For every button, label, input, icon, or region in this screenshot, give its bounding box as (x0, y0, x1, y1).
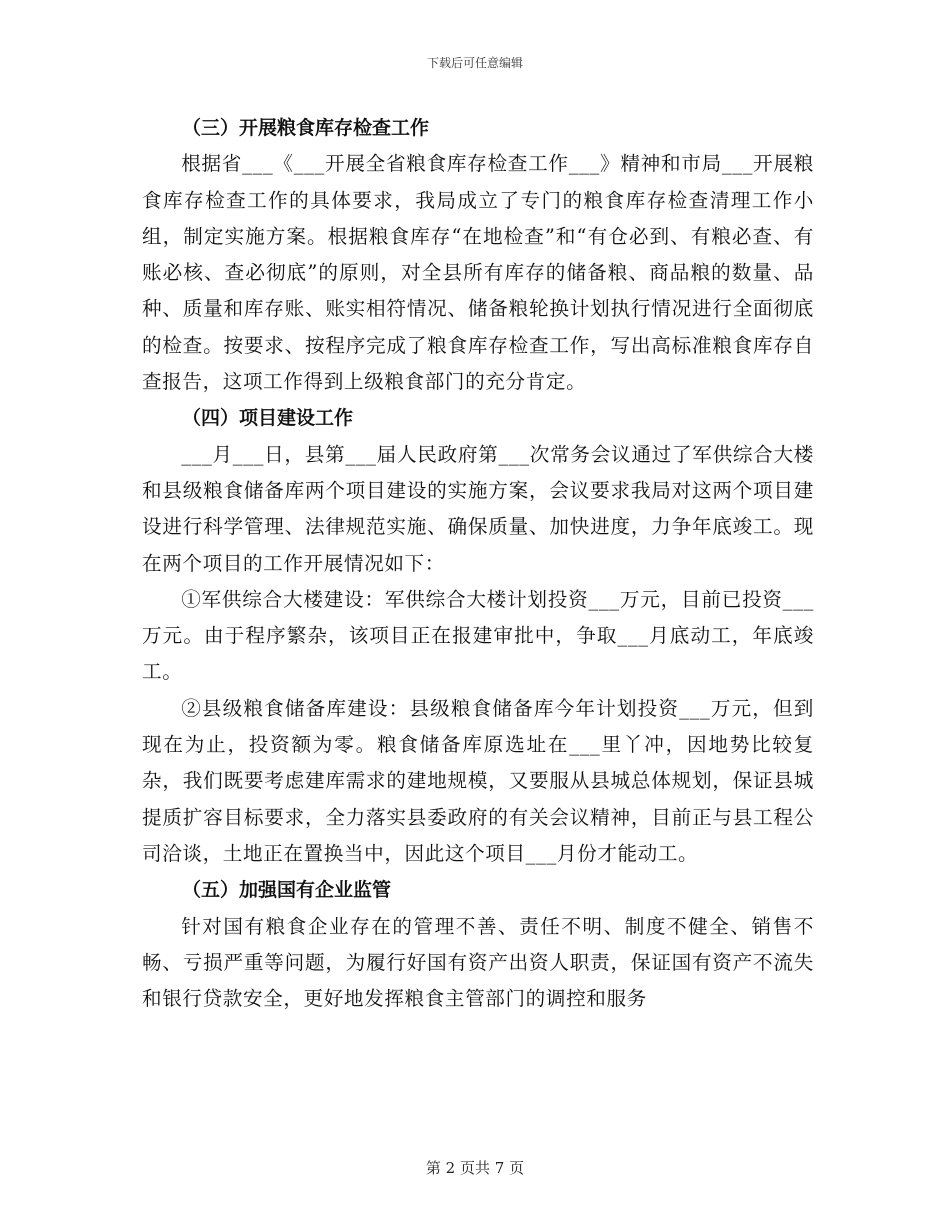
header-note: 下载后可任意编辑 (426, 56, 523, 70)
page-number: 第 2 页共 7 页 (425, 1159, 525, 1177)
section-4-paragraph-3: ②县级粮食储备库建设：县级粮食储备库今年计划投资___万元，但到现在为止，投资额为零。粮食储备库原选址在___里丫冲，因地势比较复杂，我们既要考虑建库需求的建地规模，又要服从县城总体规划，保证县城提质扩容目标要求，全力落实县委政府的有关会议精神，目前正与县工程公司洽谈，土地正在置换当中，因此这个项目___月份才能动工。 (142, 696, 814, 865)
section-heading-3: （三）开展粮食库存检查工作 (182, 117, 430, 139)
section-4-paragraph-1: ___月___日，县第___届人民政府第___次常务会议通过了军供综合大楼和县级粮食储备库两个项目建设的实施方案，会议要求我局对这两个项目建设进行科学管理、法律规范实施、确保质量、加快进度，力争年底竣工。现在两个项目的工作开展情况如下： (142, 442, 814, 575)
document-body (142, 110, 814, 1017)
section-3-paragraph-1: 根据省___《___开展全省粮食库存检查工作___》精神和市局___开展粮食库存检查工作的具体要求，我局成立了专门的粮食库存检查清理工作小组，制定实施方案。根据粮食库存“在地检查”和“有仓必到、有粮必查、有账必核、查必彻底”的原则，对全县所有库存的储备粮、商品粮的数量、品种、质量和库存账、账实相符情况、储备粮轮换计划执行情况进行全面彻底的检查。按要求、按程序完成了粮食库存检查工作，写出高标准粮食库存自查报告，这项工作得到上级粮食部门的充分肯定。 (142, 152, 814, 394)
section-heading-5: （五）加强国有企业监管 (182, 879, 392, 902)
section-heading-4: （四）项目建设工作 (182, 407, 354, 430)
section-5-paragraph-1: 针对国有粮食企业存在的管理不善、责任不明、制度不健全、销售不畅、亏损严重等问题，为履行好国有资产出资人职责，保证国有资产不流失和银行贷款安全，更好地发挥粮食主管部门的调控和服务 (142, 914, 814, 1011)
section-4-paragraph-2: ①军供综合大楼建设：军供综合大楼计划投资___万元，目前已投资___万元。由于程序繁杂，该项目正在报建审批中，争取___月底动工，年底竣工。 (142, 587, 814, 684)
